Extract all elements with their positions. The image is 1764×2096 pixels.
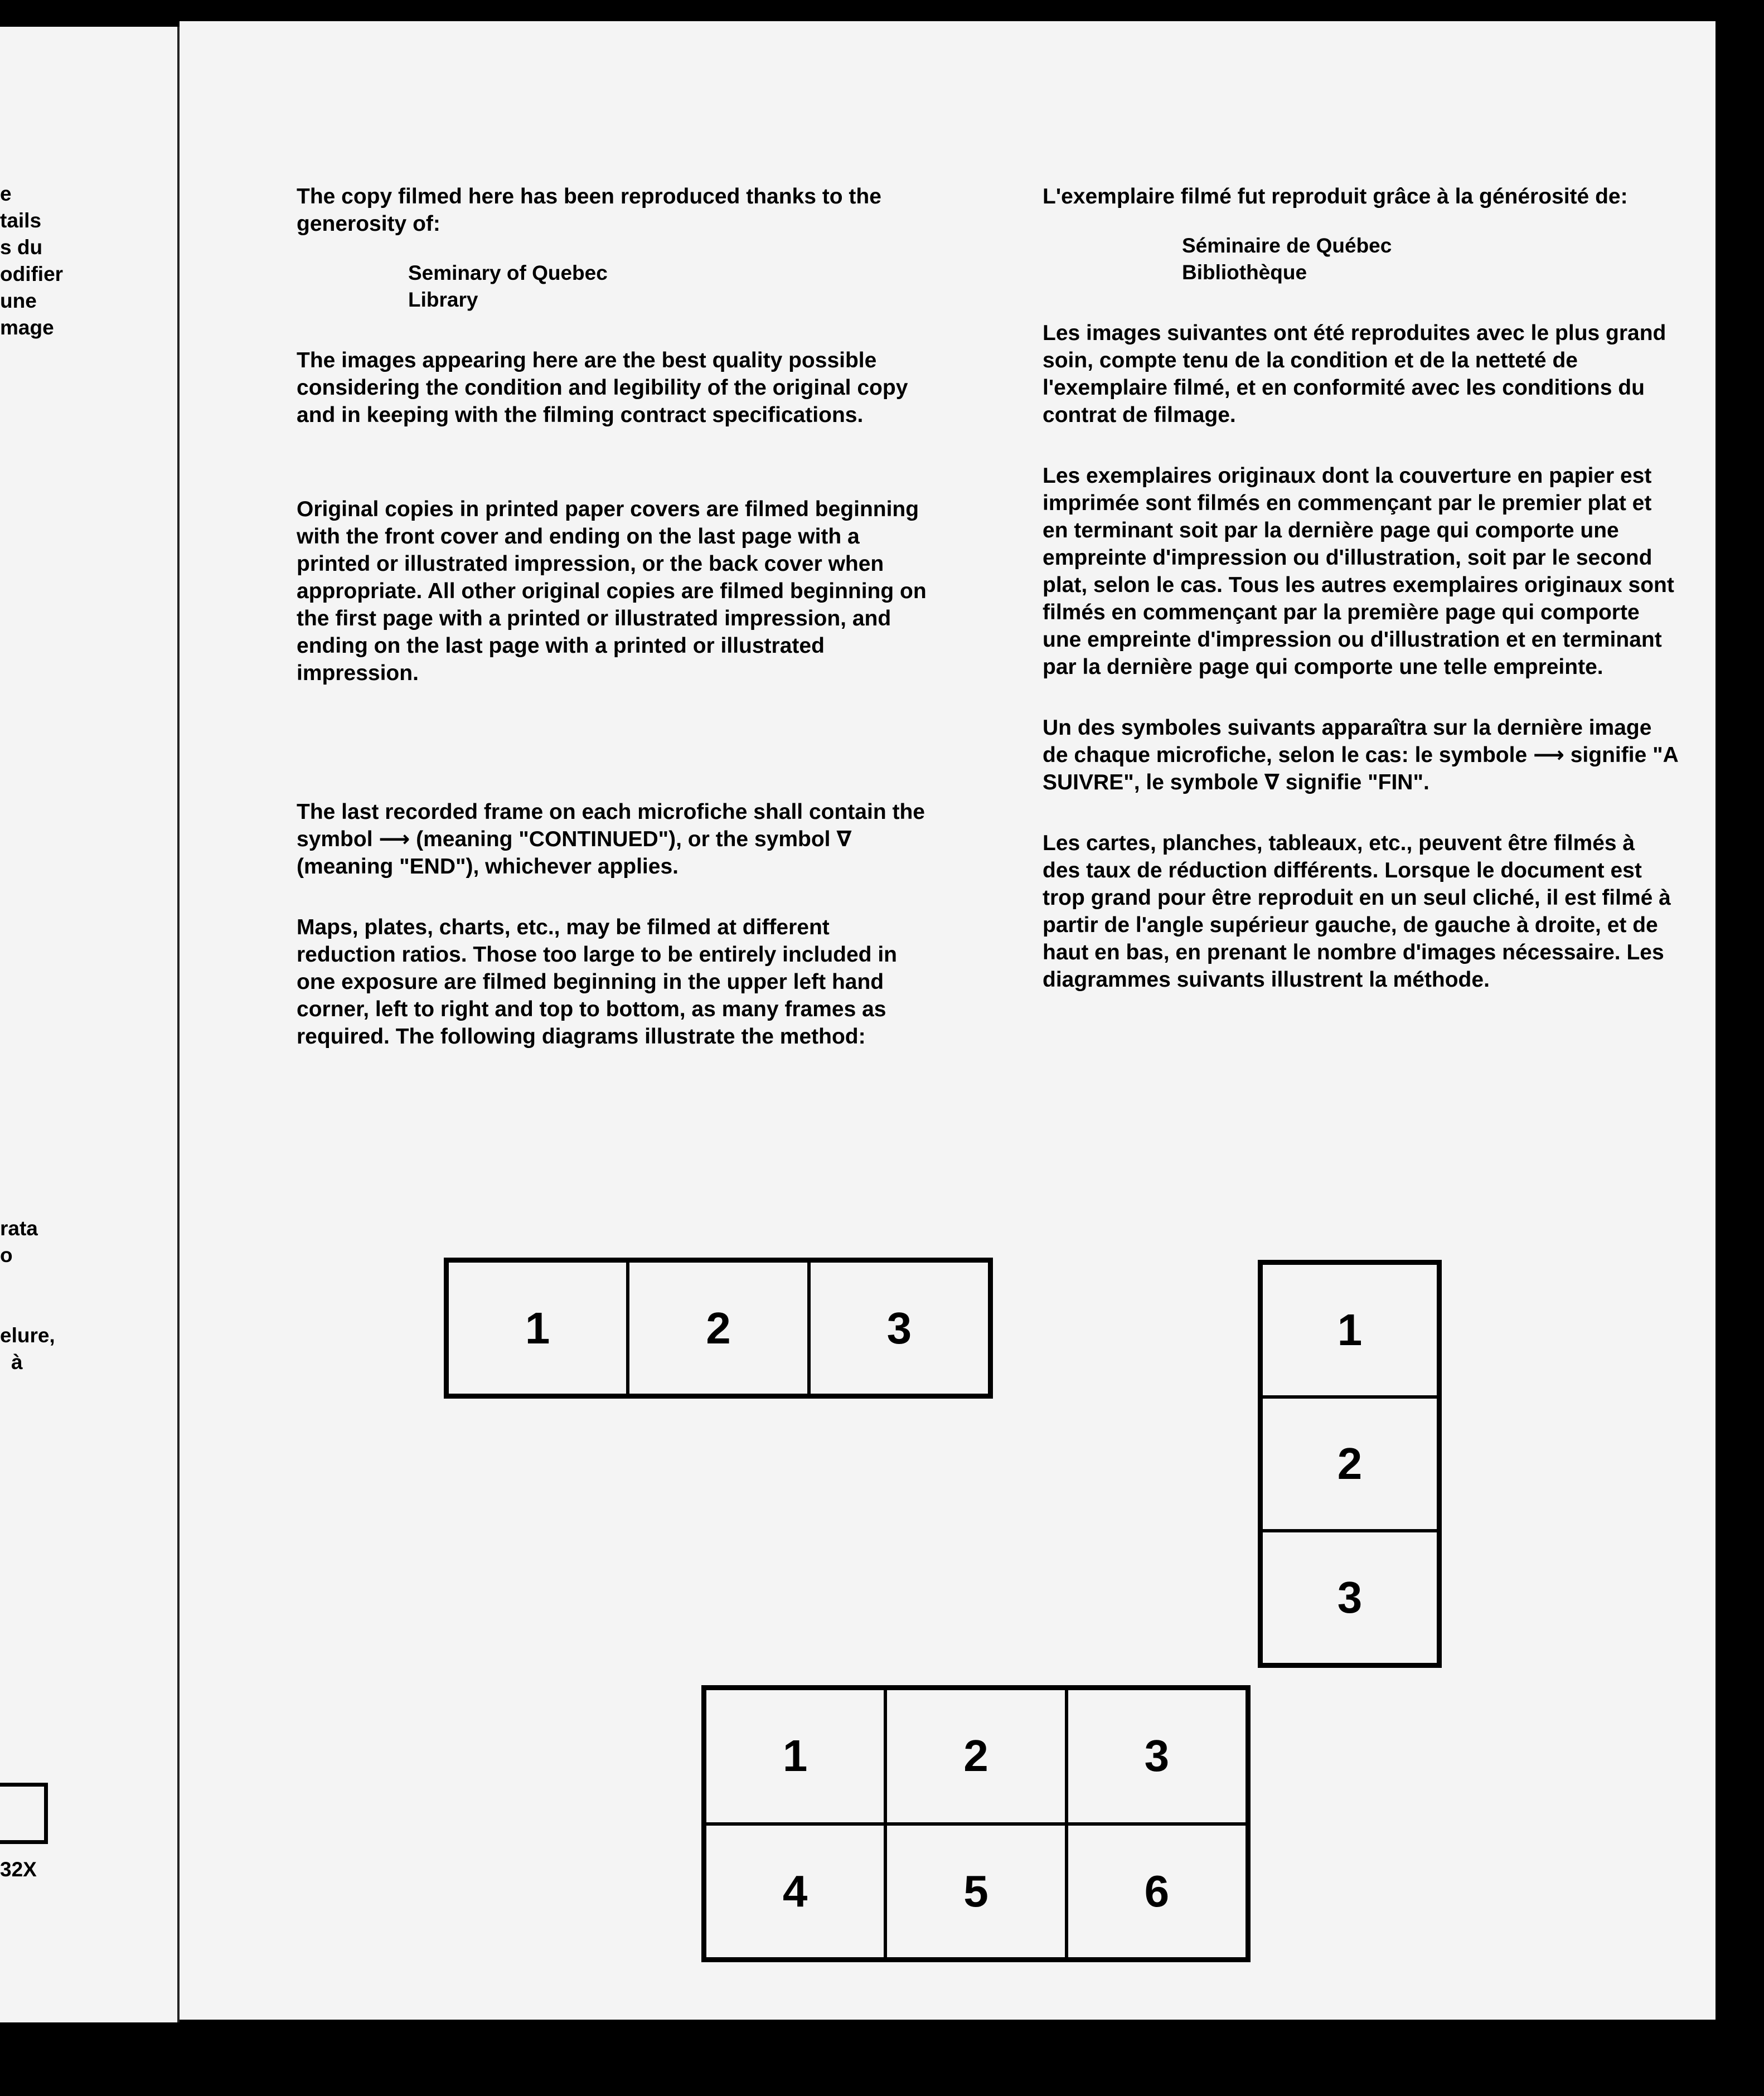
prev-fragment-line: s du [0,236,43,259]
vertical-frame-diagram [1258,1260,1442,1668]
french-covers-paragraph: Les exemplaires originaux dont la couverture en papier est imprimée sont filmés en commençant par le premier plat et en terminant soit par la dernière page qui comporte une empreinte d'impression ou d'illustration, soit par le second plat, selon le cas. Tous les autres exemplaires originaux sont filmés en commençant par la première page qui comporte une empreinte d'impression ou d'illustration et en terminant par la dernière page qui comporte une telle empreinte. [1043,464,1674,679]
reduction-box [0,1783,48,1844]
frame-cell: 1 [705,1689,885,1824]
english-thanks: The copy filmed here has been reproduced thanks to the generosity of: [297,185,881,236]
prev-fragment-line: elure, [0,1324,55,1347]
prev-fragment-line: odifier [0,263,64,285]
grid-frame-diagram [701,1685,1251,1962]
prev-fragment-line: une [0,289,37,312]
frame-cell: 1 [447,1261,628,1395]
english-symbols-paragraph: The last recorded frame on each microfiche shall contain the symbol ⟶ (meaning "CONTINUED"), or the symbol ∇ (meaning "END"), whichever applies. [297,800,925,879]
french-institution-unit: Bibliothèque [1182,261,1307,284]
frame-cell: 5 [885,1824,1066,1959]
prev-fragment-line: e [0,182,12,205]
english-institution-name: Seminary of Quebec [408,261,608,284]
french-symbols-paragraph: Un des symboles suivants apparaîtra sur la dernière image de chaque microfiche, selon le cas: le symbole ⟶ signifie "A SUIVRE", le symbole ∇ signifie "FIN". [1043,716,1678,794]
frame-cell: 3 [1261,1531,1438,1665]
frame-cell: 4 [705,1824,885,1959]
frame-cell: 2 [628,1261,808,1395]
horizontal-frame-diagram [444,1258,993,1399]
english-covers-paragraph: Original copies in printed paper covers are filmed beginning with the front cover and ending on the last page with a printed or illustrated impression, or the back cover when appropriate. All other original copies are filmed beginning on the first page with a printed or illustrated impression, and ending on the last page with a printed or illustrated impression. [297,497,927,685]
french-thanks: L'exemplaire filmé fut reproduit grâce à la générosité de: [1043,185,1628,208]
french-quality-paragraph: Les images suivantes ont été reproduites avec le plus grand soin, compte tenu de la condition et de la netteté de l'exemplaire filmé, et en conformité avec les conditions du contrat de filmage. [1043,321,1666,427]
prev-fragment-line: à [11,1351,23,1374]
frame-cell: 3 [809,1261,990,1395]
french-column [1043,183,1678,993]
english-column [297,183,927,1050]
prev-fragment-line: mage [0,316,54,339]
prev-fragment-line: o [0,1244,13,1267]
french-institution-name: Séminaire de Québec [1182,234,1392,257]
frame-cell: 1 [1261,1263,1438,1397]
english-maps-paragraph: Maps, plates, charts, etc., may be filmed at different reduction ratios. Those too large to be entirely included in one exposure are filmed beginning in the upper left hand corner, left to right and top to bottom, as many frames as required. The following diagrams illustrate the method: [297,915,897,1049]
frame-cell: 3 [1067,1689,1247,1824]
prev-fragment-line: rata [0,1217,38,1240]
reduction-caption: 32X [0,1858,37,1881]
english-institution-unit: Library [408,288,478,311]
filming-notice-page [180,21,1715,2020]
english-quality-paragraph: The images appearing here are the best quality possible considering the condition and legibility of the original copy and in keeping with the filming contract specifications. [297,348,908,427]
prev-fragment-line: tails [0,209,42,232]
frame-cell: 2 [1261,1397,1438,1531]
frame-cell: 6 [1067,1824,1247,1959]
french-maps-paragraph: Les cartes, planches, tableaux, etc., peuvent être filmés à des taux de réduction différents. Lorsque le document est trop grand pour être reproduit en un seul cliché, il est filmé à partir de l'angle supérieur gauche, de gauche à droite, et de haut en bas, en prenant le nombre d'images nécessaire. Les diagrammes suivants illustrent la méthode. [1043,831,1671,992]
frame-cell: 2 [885,1689,1066,1824]
previous-page-fragment [0,27,177,2022]
